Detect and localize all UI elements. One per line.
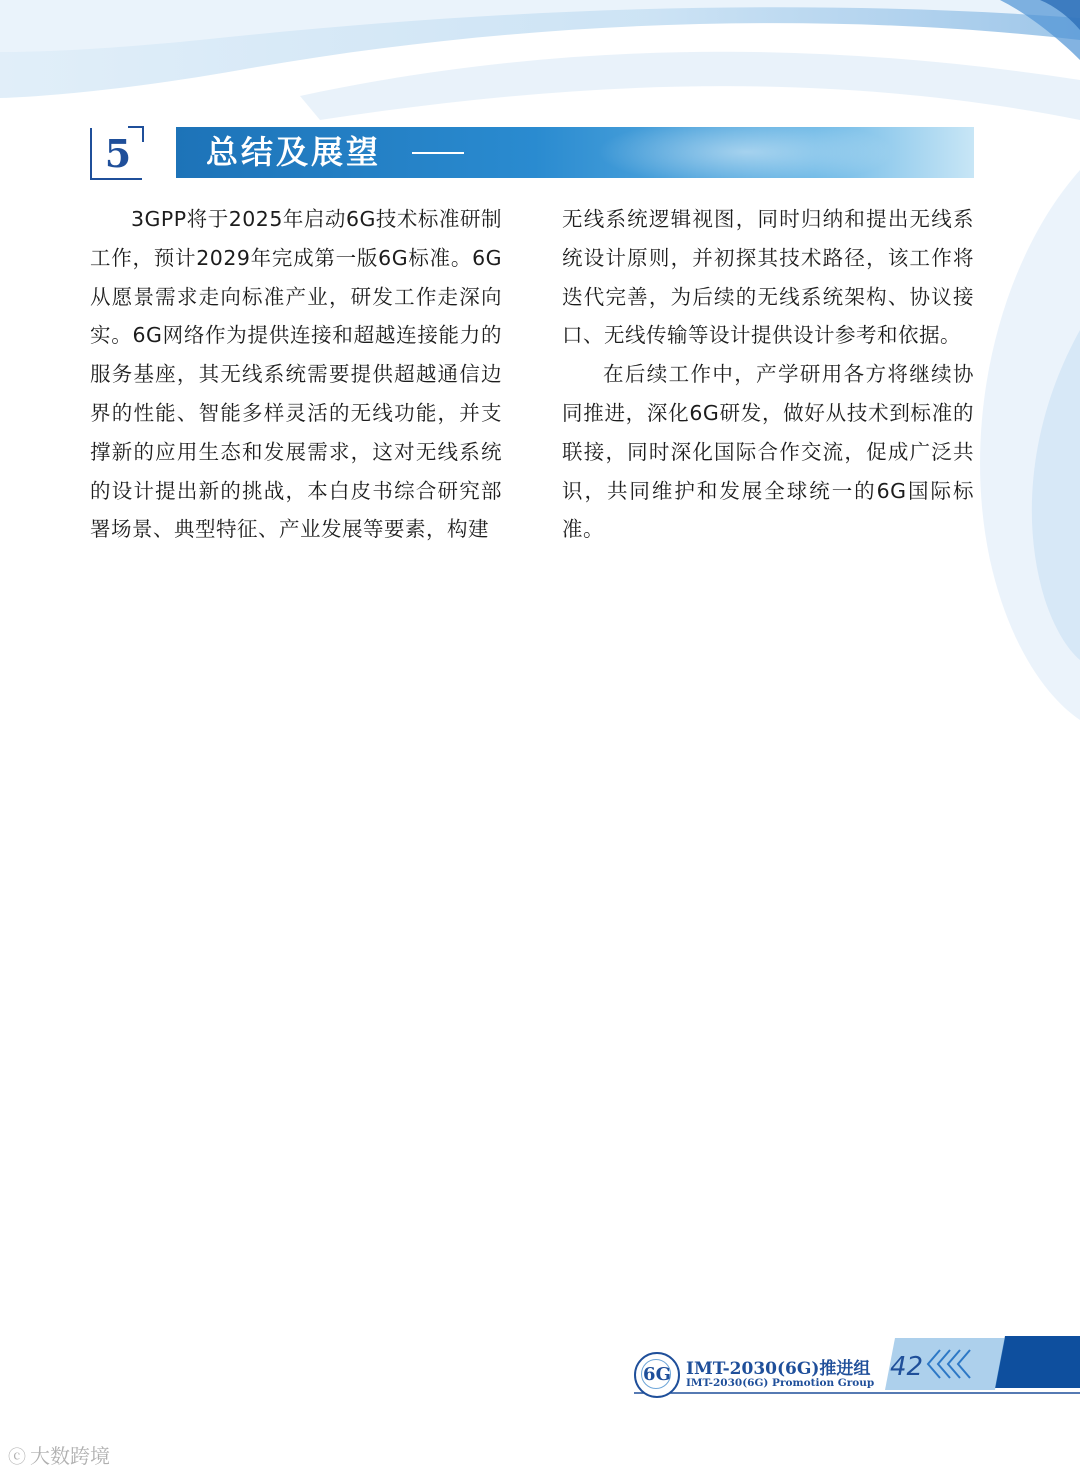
section-title: 总结及展望 [206, 133, 382, 171]
logo-text: 6G [643, 1364, 671, 1385]
watermark-text: 大数跨境 [30, 1444, 110, 1468]
text-column-left [90, 200, 502, 549]
page-number: 42 [890, 1352, 924, 1382]
watermark [8, 1440, 110, 1469]
section-number: 5 [104, 131, 132, 176]
title-bar-glow [596, 127, 896, 178]
paragraph: 3GPP将于2025年启动6G技术标准研制工作，预计2029年完成第一版6G标准。6G从愿景需求走向标准产业，研发工作走深向实。6G网络作为提供连接和超越连接能力的服务基座，其无线系统需要提供超越通信边界的性能、智能多样灵活的无线功能，并支撑新的应用生态和发展需求，这对无线系统的设计提出新的挑战，本白皮书综合研究部署场景、典型特征、产业发展等要素，构建 [90, 207, 502, 542]
org-name-cn: IMT-2030(6G)推进组 [686, 1359, 871, 1379]
title-dash-line [412, 152, 464, 154]
paragraph-continuation: 无线系统逻辑视图，同时归纳和提出无线系统设计原则，并初探其技术路径，该工作将迭代完善，为后续的无线系统架构、协议接口、无线传输等设计提供设计参考和依据。 [562, 207, 974, 348]
org-name-en: IMT-2030(6G) Promotion Group [686, 1377, 875, 1389]
imt-2030-logo [634, 1352, 680, 1398]
section-number-box [90, 128, 142, 180]
paragraph: 在后续工作中，产学研用各方将继续协同推进，深化6G研发，做好从技术到标准的联接，同时深化国际合作交流，促成广泛共识，共同维护和发展全球统一的6G国际标准。 [562, 362, 974, 542]
text-column-right [562, 200, 974, 549]
watermark-logo-icon: ⓒ [8, 1447, 26, 1468]
section-title-bar [176, 127, 974, 178]
